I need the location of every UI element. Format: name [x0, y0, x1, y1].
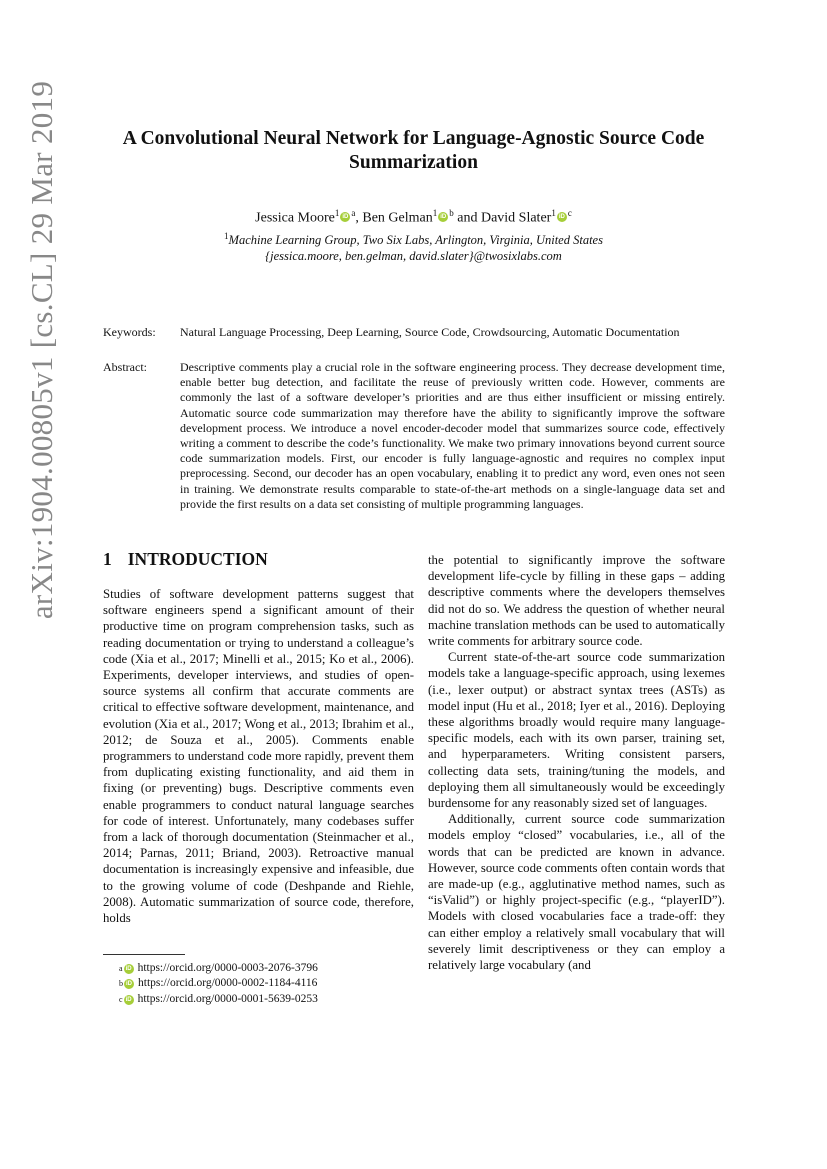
- footnote-url[interactable]: https://orcid.org/0000-0002-1184-4116: [138, 977, 318, 990]
- author-affiliation: 1: [551, 208, 556, 218]
- section-heading: [103, 549, 268, 570]
- body-paragraph: Studies of software development patterns suggest that software engineers spend a significant amount of their productive time on program comprehension tasks, such as reading documentation or trying to understand a colleague’s code (Xia et al., 2017; Minelli et al., 2015; Ko et al., 2006). Experiments, developer interviews, and studies of open-source systems all confirm that accurate comments are critical to effective software development, maintenance, and evolution (Xia et al., 2017; Wong et al., 2013; Ibrahim et al., 2012; de Souza et al., 2005). Comments enable programmers to understand code more rapidly, prevent them from duplicating existing functionality, and aid them in fixing (or preventing) bugs. Descriptive comments even enable programmers to conduct natural language searches for code of interest. Unfortunately, many codebases suffer from a lack of thorough documentation (Steinmacher et al., 2014; Parnas, 2011; Briand, 2003). Retroactive manual documentation is increasingly expensive and infeasible, due to the growing volume of code (Deshpande and Riehle, 2008). Automatic summarization of source code, therefore, holds: [103, 587, 414, 926]
- author-list: [100, 204, 727, 228]
- left-column: [103, 586, 414, 926]
- orcid-icon: iD: [126, 981, 132, 988]
- abstract-label: Abstract:: [103, 360, 147, 374]
- author-mark: b: [449, 208, 454, 218]
- orcid-icon[interactable]: iD: [342, 213, 349, 220]
- author-name: Jessica Moore: [255, 210, 335, 226]
- author-separator: and: [453, 210, 481, 226]
- footnote-url[interactable]: https://orcid.org/0000-0003-2076-3796: [137, 962, 318, 974]
- body-paragraph: the potential to significantly improve the software development life-cycle by filling in these gaps – adding descriptive comments where the developers themselves did not do so. We address the question of whether neural machine translation methods can be used to automatically write comments for arbitrary source code.: [428, 553, 725, 649]
- affiliation-block: [100, 228, 727, 264]
- affiliation-text: Machine Learning Group, Two Six Labs, Arlington, Virginia, United States: [228, 233, 603, 248]
- orcid-icon[interactable]: iD: [558, 213, 565, 220]
- body-paragraph: Additionally, current source code summarization models employ “closed” vocabularies, i.e., all of the words that can be predicted are known in advance. However, source code comments often contain words that are made-up (e.g., agglutinative method names, such as “isValid”) or highly project-specific (e.g., “playerID”). Models with closed vocabularies face a trade-off: they can either employ a relatively small vocabulary that will severely limit descriptiveness or they can employ a relatively large vocabulary (and: [428, 812, 725, 973]
- footnotes: [119, 961, 318, 1007]
- author-affiliation: 1: [334, 208, 340, 218]
- orcid-icon: iD: [125, 965, 132, 972]
- affiliation-number: 1: [224, 231, 229, 241]
- author-affiliation: 1: [432, 208, 438, 218]
- section-title: INTRODUCTION: [127, 549, 268, 569]
- abstract-text: Descriptive comments play a crucial role in the software engineering process. They decrease development time, enable better bug detection, and facilitate the reuse of previously written code. However, comments are commonly the last of a software developer’s priorities and are thus either insufficient or missing entirely. Automatic source code summarization may therefore have the ability to significantly improve the software development process. We introduce a novel encoder-decoder model that summarizes source code, effectively writing a comment to describe the code’s functionality. We make two primary innovations beyond current source code summarization models. First, our encoder is fully language-agnostic and requires no complex input preprocessing. Second, our decoder has an open vocabulary, enabling it to predict any word, even ones not seen in training. We demonstrate results comparable to state-of-the-art methods on a single-language data set and provide the first results on a data set consisting of multiple programming languages.: [180, 360, 725, 511]
- paper-title: [100, 127, 727, 175]
- footnote-mark: c: [119, 994, 123, 1004]
- author-mark: a: [351, 208, 356, 218]
- title-line: Summarization: [349, 152, 478, 173]
- body-paragraph: Current state-of-the-art source code summarization models take a language-specific approach, using lexemes (i.e., lexer output) or abstract syntax trees (ASTs) as model input (Hu et al., 2018; Iyer et al., 2016). Deploying these algorithms broadly would require many language-specific models, each with its own parser, training set, and hyperparameters. Writing consistent parsers, collecting data sets, training/tuning the models, and deploying them all simultaneously would be exceedingly burdensome for any reasonably sized set of languages.: [428, 650, 725, 811]
- footnote: [119, 992, 318, 1007]
- author-mark: c: [567, 208, 572, 218]
- footnote-url[interactable]: https://orcid.org/0000-0001-5639-0253: [137, 992, 318, 1005]
- orcid-icon: iD: [125, 996, 132, 1003]
- section-number: 1: [103, 549, 112, 569]
- right-column: [428, 552, 725, 973]
- author-separator: ,: [355, 210, 363, 226]
- keywords-label: Keywords:: [103, 325, 156, 339]
- footnote-divider: [103, 954, 185, 955]
- title-line: A Convolutional Neural Network for Language-Agnostic Source Code: [122, 128, 705, 149]
- footnote: [119, 976, 318, 991]
- arxiv-identifier: arXiv:1904.00805v1 [cs.CL] 29 Mar 2019: [24, 80, 59, 620]
- orcid-icon[interactable]: iD: [440, 213, 447, 220]
- footnote: [119, 961, 318, 976]
- footnote-mark: b: [119, 979, 123, 989]
- footnote-mark: a: [119, 964, 123, 973]
- author-emails[interactable]: {jessica.moore, ben.gelman, david.slater}@twosixlabs.com: [265, 249, 562, 264]
- author-name: Ben Gelman: [362, 210, 433, 226]
- author-name: David Slater: [480, 210, 552, 226]
- keywords-text: Natural Language Processing, Deep Learning, Source Code, Crowdsourcing, Automatic Documentation: [180, 325, 680, 339]
